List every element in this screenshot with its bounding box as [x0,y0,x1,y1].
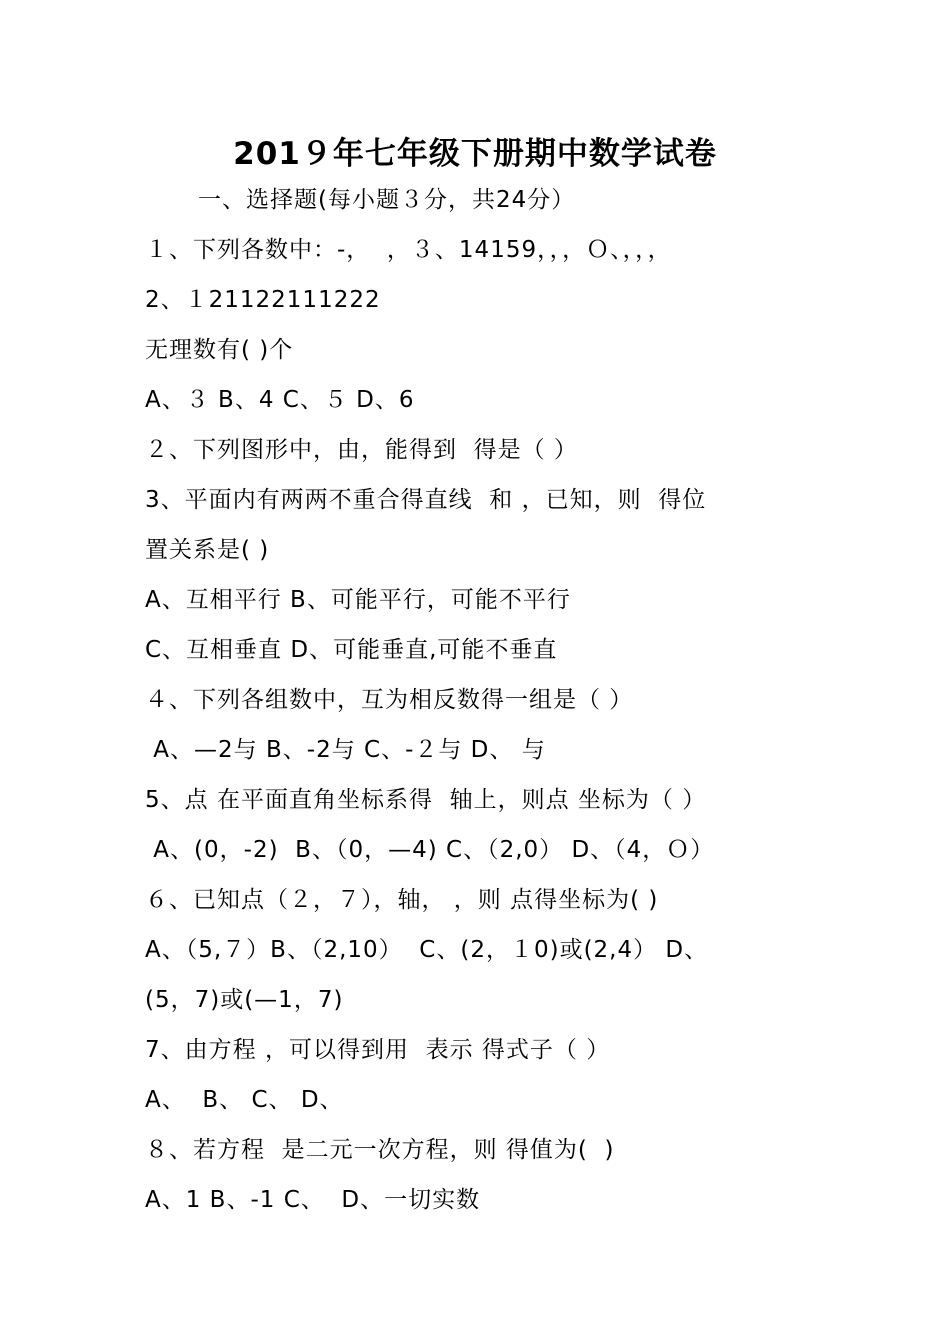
question-line: 3、平面内有两两不重合得直线 和 ，已知，则 得位 [145,487,707,513]
question-line: 置关系是( ) [145,537,270,563]
question-line: ８、若方程 是二元一次方程，则 得值为( ) [145,1137,615,1163]
answer-options: A、—2与 B、-2与 C、-２与 D、 与 [145,737,546,763]
page-title: 201９年七年级下册期中数学试卷 [233,136,717,172]
answer-options: A、互相平行 B、可能平行，可能不平行 [145,587,571,613]
answer-options: A、(0，-2) B、（0，—4) C、（2,0） D、（4，Ｏ） [145,837,715,863]
question-line: １、下列各数中：-， ，３、14159，，，Ｏ、，，， [145,237,672,263]
question-line: 7、由方程 ，可以得到用 表示 得式子（ ） [145,1037,611,1063]
answer-options: C、互相垂直 D、可能垂直,可能不垂直 [145,637,558,663]
answer-options: A、（5,７）B、（2,10） C、(2，１0)或(2,4） D、 [145,937,709,963]
question-line: 5、点 在平面直角坐标系得 轴上，则点 坐标为（ ） [145,787,707,813]
question-line: 无理数有( )个 [145,337,294,363]
question-line: 2、１21122111222 [145,287,381,313]
answer-options: A、1 B、-1 C、 D、一切实数 [145,1187,481,1213]
question-line: ６、已知点（２，７），轴， ，则 点得坐标为( ) [145,887,659,913]
answer-options: (5，7)或(—1，7) [145,987,344,1013]
section-heading: 一、选择题(每小题３分，共24分） [198,187,576,213]
question-line: ４、下列各组数中，互为相反数得一组是（ ） [145,687,634,713]
question-line: ２、下列图形中，由，能得到 得是（ ） [145,437,578,463]
answer-options: A、 B、 C、 D、 [145,1087,344,1113]
answer-options: A、３ B、4 C、５ D、6 [145,387,415,413]
